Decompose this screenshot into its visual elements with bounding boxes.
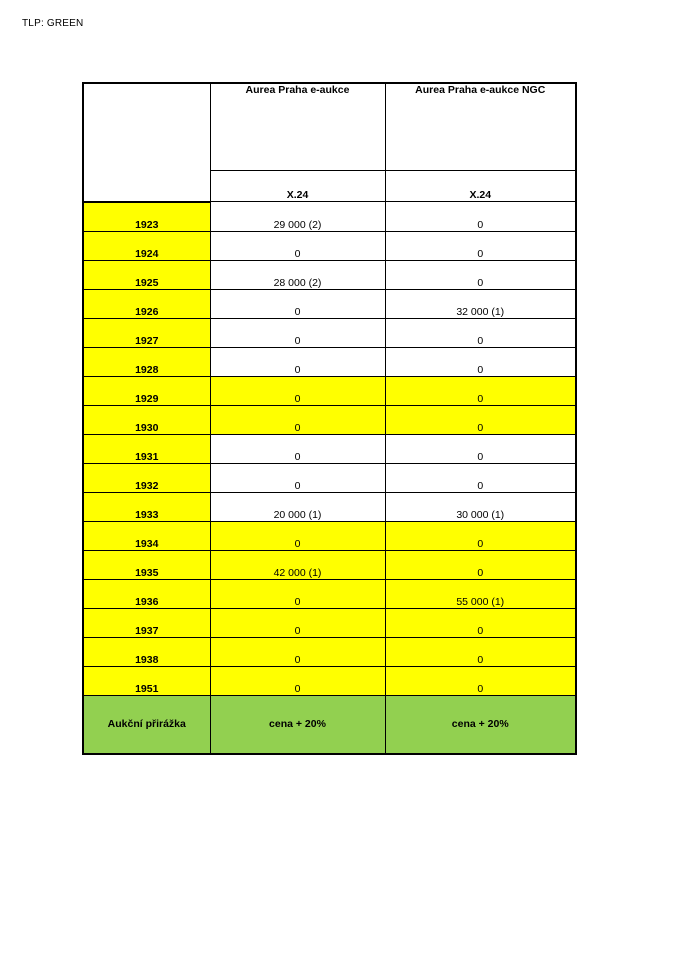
column-header-aurea-praha-ngc: Aurea Praha e-aukce NGC — [385, 83, 576, 171]
price-cell-aurea-praha: 0 — [210, 289, 385, 318]
price-cell-aurea-praha-ngc: 0 — [385, 608, 576, 637]
table-row — [83, 550, 576, 579]
year-cell: 1937 — [83, 608, 210, 637]
column-date-aurea-praha-ngc: X.24 — [385, 171, 576, 202]
header-row-names — [83, 83, 576, 171]
header-corner-cell — [83, 83, 210, 202]
year-cell: 1925 — [83, 260, 210, 289]
price-cell-aurea-praha-ngc: 0 — [385, 637, 576, 666]
table-row — [83, 318, 576, 347]
year-cell: 1929 — [83, 376, 210, 405]
table-row — [83, 202, 576, 232]
table-row — [83, 579, 576, 608]
year-cell: 1930 — [83, 405, 210, 434]
year-cell: 1951 — [83, 666, 210, 695]
table-row — [83, 231, 576, 260]
price-cell-aurea-praha-ngc: 0 — [385, 376, 576, 405]
price-cell-aurea-praha-ngc: 30 000 (1) — [385, 492, 576, 521]
table-row — [83, 347, 576, 376]
year-cell: 1932 — [83, 463, 210, 492]
table-row — [83, 608, 576, 637]
price-cell-aurea-praha: 29 000 (2) — [210, 202, 385, 232]
price-cell-aurea-praha-ngc: 0 — [385, 202, 576, 232]
auction-price-table — [82, 82, 577, 755]
price-cell-aurea-praha: 0 — [210, 434, 385, 463]
tlp-classification-label: TLP: GREEN — [22, 18, 84, 29]
column-date-aurea-praha: X.24 — [210, 171, 385, 202]
price-cell-aurea-praha-ngc: 0 — [385, 550, 576, 579]
price-cell-aurea-praha: 0 — [210, 579, 385, 608]
price-cell-aurea-praha-ngc: 0 — [385, 318, 576, 347]
price-cell-aurea-praha: 0 — [210, 231, 385, 260]
price-cell-aurea-praha: 42 000 (1) — [210, 550, 385, 579]
table-row — [83, 376, 576, 405]
year-cell: 1935 — [83, 550, 210, 579]
year-cell: 1938 — [83, 637, 210, 666]
footer-label: Aukční přirážka — [83, 695, 210, 754]
table-row — [83, 666, 576, 695]
price-cell-aurea-praha: 0 — [210, 637, 385, 666]
price-cell-aurea-praha: 0 — [210, 521, 385, 550]
year-cell: 1926 — [83, 289, 210, 318]
price-cell-aurea-praha: 0 — [210, 405, 385, 434]
year-cell: 1936 — [83, 579, 210, 608]
price-cell-aurea-praha: 0 — [210, 608, 385, 637]
table-row — [83, 492, 576, 521]
table-row — [83, 405, 576, 434]
footer-fee-value: cena + 20% — [210, 695, 385, 754]
year-cell: 1927 — [83, 318, 210, 347]
price-cell-aurea-praha-ngc: 0 — [385, 260, 576, 289]
price-cell-aurea-praha: 0 — [210, 666, 385, 695]
year-cell: 1923 — [83, 202, 210, 232]
price-cell-aurea-praha: 0 — [210, 318, 385, 347]
price-cell-aurea-praha: 20 000 (1) — [210, 492, 385, 521]
price-cell-aurea-praha-ngc: 0 — [385, 405, 576, 434]
table-row — [83, 434, 576, 463]
price-cell-aurea-praha-ngc: 0 — [385, 231, 576, 260]
column-header-aurea-praha: Aurea Praha e-aukce — [210, 83, 385, 171]
table-row — [83, 463, 576, 492]
year-cell: 1924 — [83, 231, 210, 260]
table-row — [83, 637, 576, 666]
price-cell-aurea-praha-ngc: 55 000 (1) — [385, 579, 576, 608]
price-cell-aurea-praha-ngc: 0 — [385, 521, 576, 550]
table-row — [83, 289, 576, 318]
year-cell: 1928 — [83, 347, 210, 376]
price-cell-aurea-praha: 0 — [210, 347, 385, 376]
year-cell: 1933 — [83, 492, 210, 521]
price-cell-aurea-praha: 28 000 (2) — [210, 260, 385, 289]
year-cell: 1934 — [83, 521, 210, 550]
price-cell-aurea-praha-ngc: 0 — [385, 463, 576, 492]
price-cell-aurea-praha-ngc: 0 — [385, 666, 576, 695]
footer-row-auction-fee — [83, 695, 576, 754]
table-row — [83, 521, 576, 550]
price-cell-aurea-praha-ngc: 0 — [385, 347, 576, 376]
year-cell: 1931 — [83, 434, 210, 463]
price-cell-aurea-praha: 0 — [210, 463, 385, 492]
price-cell-aurea-praha: 0 — [210, 376, 385, 405]
price-cell-aurea-praha-ngc: 0 — [385, 434, 576, 463]
price-cell-aurea-praha-ngc: 32 000 (1) — [385, 289, 576, 318]
table-row — [83, 260, 576, 289]
footer-fee-value: cena + 20% — [385, 695, 576, 754]
